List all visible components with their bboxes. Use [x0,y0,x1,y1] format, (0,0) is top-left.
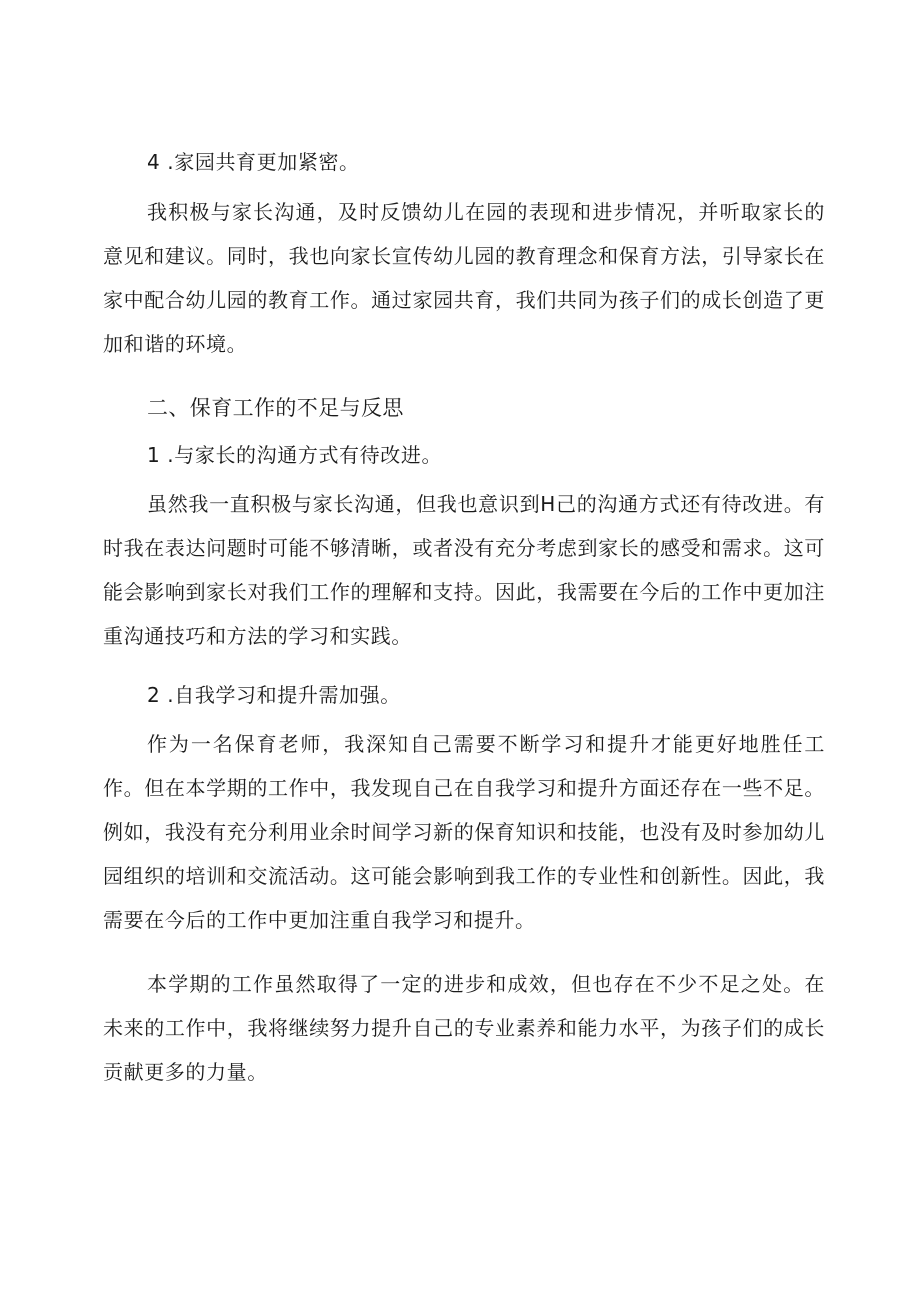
paragraph-self-study: 作为一名保育老师，我深知自己需要不断学习和提升才能更好地胜任工作。但在本学期的工作中，我发现自己在自我学习和提升方面还存在一些不足。例如，我没有充分利用业余时间学习新的保育知识和技能，也没有及时参加幼儿园组织的培训和交流活动。这可能会影响到我工作的专业性和创新性。因此，我需要在今后的工作中更加注重自我学习和提升。 [103,732,825,932]
paragraph-communication: 虽然我一直积极与家长沟通，但我也意识到H己的沟通方式还有待改进。有时我在表达问题时可能不够清晰，或者没有充分考虑到家长的感受和需求。这可能会影响到家长对我们工作的理解和支持。因此，我需要在今后的工作中更加注重沟通技巧和方法的学习和实践。 [103,492,825,648]
section-heading: 二、保育工作的不足与反思 [147,396,404,420]
list-item-communication: 1 .与家长的沟通方式有待改进。 [147,443,443,467]
paragraph-home-school: 我积极与家长沟通，及时反馈幼儿在园的表现和进步情况，并听取家长的意见和建议。同时，我也向家长宣传幼儿园的教育理念和保育方法，引导家长在家中配合幼儿园的教育工作。通过家园共育，我们共同为孩子们的成长创造了更加和谐的环境。 [103,200,825,356]
paragraph-conclusion: 本学期的工作虽然取得了一定的进步和成效，但也存在不少不足之处。在未来的工作中，我将继续努力提升自己的专业素养和能力水平，为孩子们的成长贡献更多的力量。 [103,972,825,1084]
list-item-self-study: 2 .自我学习和提升需加强。 [147,683,401,707]
list-item-home-school: 4 .家园共育更加紧密。 [147,150,360,174]
